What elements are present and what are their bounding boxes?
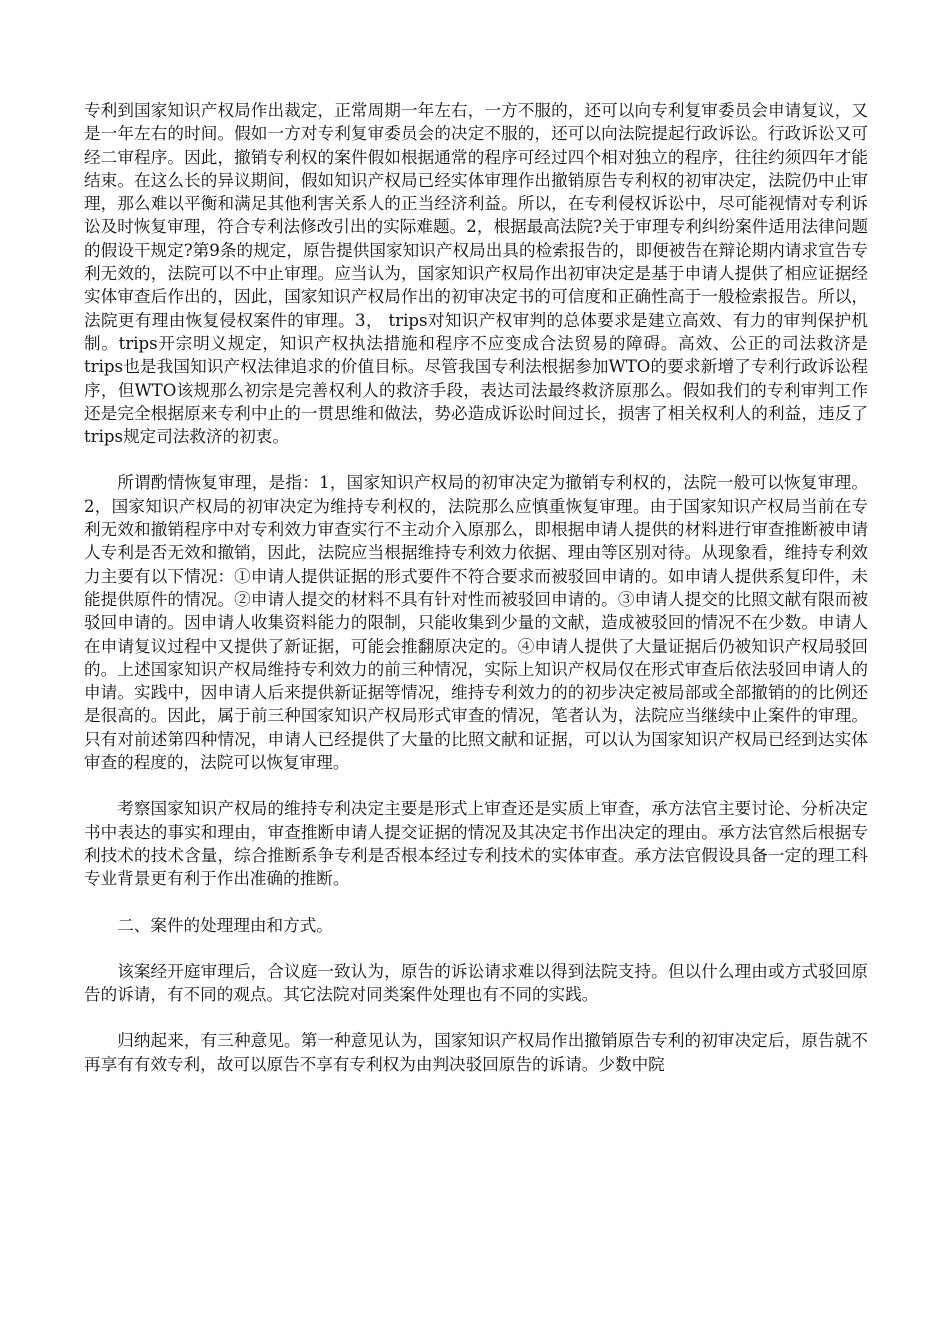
paragraph-3: 考察国家知识产权局的维持专利决定主要是形式上审查还是实质上审查，承方法官主要讨论、分析决定书中表达的事实和理由，审查推断申请人提交证据的情况及其决定书作出决定的理由。承方法官然后根据专利技术的技术含量，综合推断系争专利是否根本经过专利技术的实体审查。承方法官假设具备一定的理工科专业背景更有利于作出准确的推断。 [84, 799, 868, 889]
paragraph-2: 所谓酌情恢复审理，是指：1，国家知识产权局的初审决定为撤销专利权的，法院一般可以恢复审理。2，国家知识产权局的初审决定为维持专利权的，法院那么应慎重恢复审理。由于国家知识产权局当前在专利无效和撤销程序中对专利效力审查实行不主动介入原那么，即根据申请人提供的材料进行审查推断被申请人专利是否无效和撤销，因此，法院应当根据维持专利效力依据、理由等区别对待。从现象看，维持专利效力主要有以下情况：①申请人提供证据的形式要件不符合要求而被驳回申请的。如申请人提供系复印件，未能提供原件的情况。②申请人提交的材料不具有针对性而被驳回申请的。③申请人提交的比照文献有限而被驳回申请的。因申请人收集资料能力的限制，只能收集到少量的文献，造成被驳回的情况不在少数。申请人在申请复议过程中又提供了新证据，可能会推翻原决定的。④申请人提供了大量证据后仍被知识产权局驳回的。上述国家知识产权局维持专利效力的前三种情况，实际上知识产权局仅在形式审查后依法驳回申请人的申请。实践中，因申请人后来提供新证据等情况，维持专利效力的的初步决定被局部或全部撤销的的比例还是很高的。因此，属于前三种国家知识产权局形式审查的情况，笔者认为，法院应当继续中止案件的审理。只有对前述第四种情况，申请人已经提供了大量的比照文献和证据，可以认为国家知识产权局已经到达实体审查的程度的，法院可以恢复审理。 [84, 473, 868, 773]
section-heading: 二、案件的处理理由和方式。 [117, 915, 333, 935]
paragraph-4: 该案经开庭审理后，合议庭一致认为，原告的诉讼请求难以得到法院支持。但以什么理由或方式驳回原告的诉请，有不同的观点。其它法院对同类案件处理也有不同的实践。 [84, 961, 868, 1005]
paragraph-5: 归纳起来，有三种意见。第一种意见认为，国家知识产权局作出撤销原告专利的初审决定后，原告就不再享有有效专利，故可以原告不享有专利权为由判决驳回原告的诉请。少数中院 [84, 1031, 868, 1074]
paragraph-1: 专利到国家知识产权局作出裁定，正常周期一年左右，一方不服的，还可以向专利复审委员会申请复议，又是一年左右的时间。假如一方对专利复审委员会的决定不服的，还可以向法院提起行政诉讼。行政诉讼又可经二审程序。因此，撤销专利权的案件假如根据通常的程序可经过四个相对独立的程序，往往约须四年才能结束。在这么长的异议期间，假如知识产权局已经实体审理作出撤销原告专利权的初审决定，法院仍中止审理，那么难以平衡和满足其他利害关系人的正当经济利益。所以，在专利侵权诉讼中，尽可能视情对专利诉讼及时恢复审理，符合专利法修改引出的实际难题。2，根据最高法院?关于审理专利纠纷案件适用法律问题的假设干规定?第9条的规定，原告提供国家知识产权局出具的检索报告的，即便被告在辩论期内请求宣告专利无效的，法院可以不中止审理。应当认为，国家知识产权局作出初审决定是基于申请人提供了相应证据经实体审查后作出的，因此，国家知识产权局作出的初审决定书的可信度和正确性高于一般检索报告。所以，法院更有理由恢复侵权案件的审理。3， trips对知识产权审判的总体要求是建立高效、有力的审判保护机制。trips开宗明义规定，知识产权执法措施和程序不应变成合法贸易的障碍。高效、公正的司法救济是trips也是我国知识产权法律追求的价值目标。尽管我国专利法根据参加WTO的要求新增了专利行政诉讼程序，但WTO该规那么初宗是完善权利人的救济手段，表达司法最终救济原那么。假如我们的专利审判工作还是完全根据原来专利中止的一贯思维和做法，势必造成诉讼时间过长，损害了相关权利人的利益，违反了trips规定司法救济的初衷。 [84, 101, 868, 447]
document-page [84, 99, 868, 1099]
